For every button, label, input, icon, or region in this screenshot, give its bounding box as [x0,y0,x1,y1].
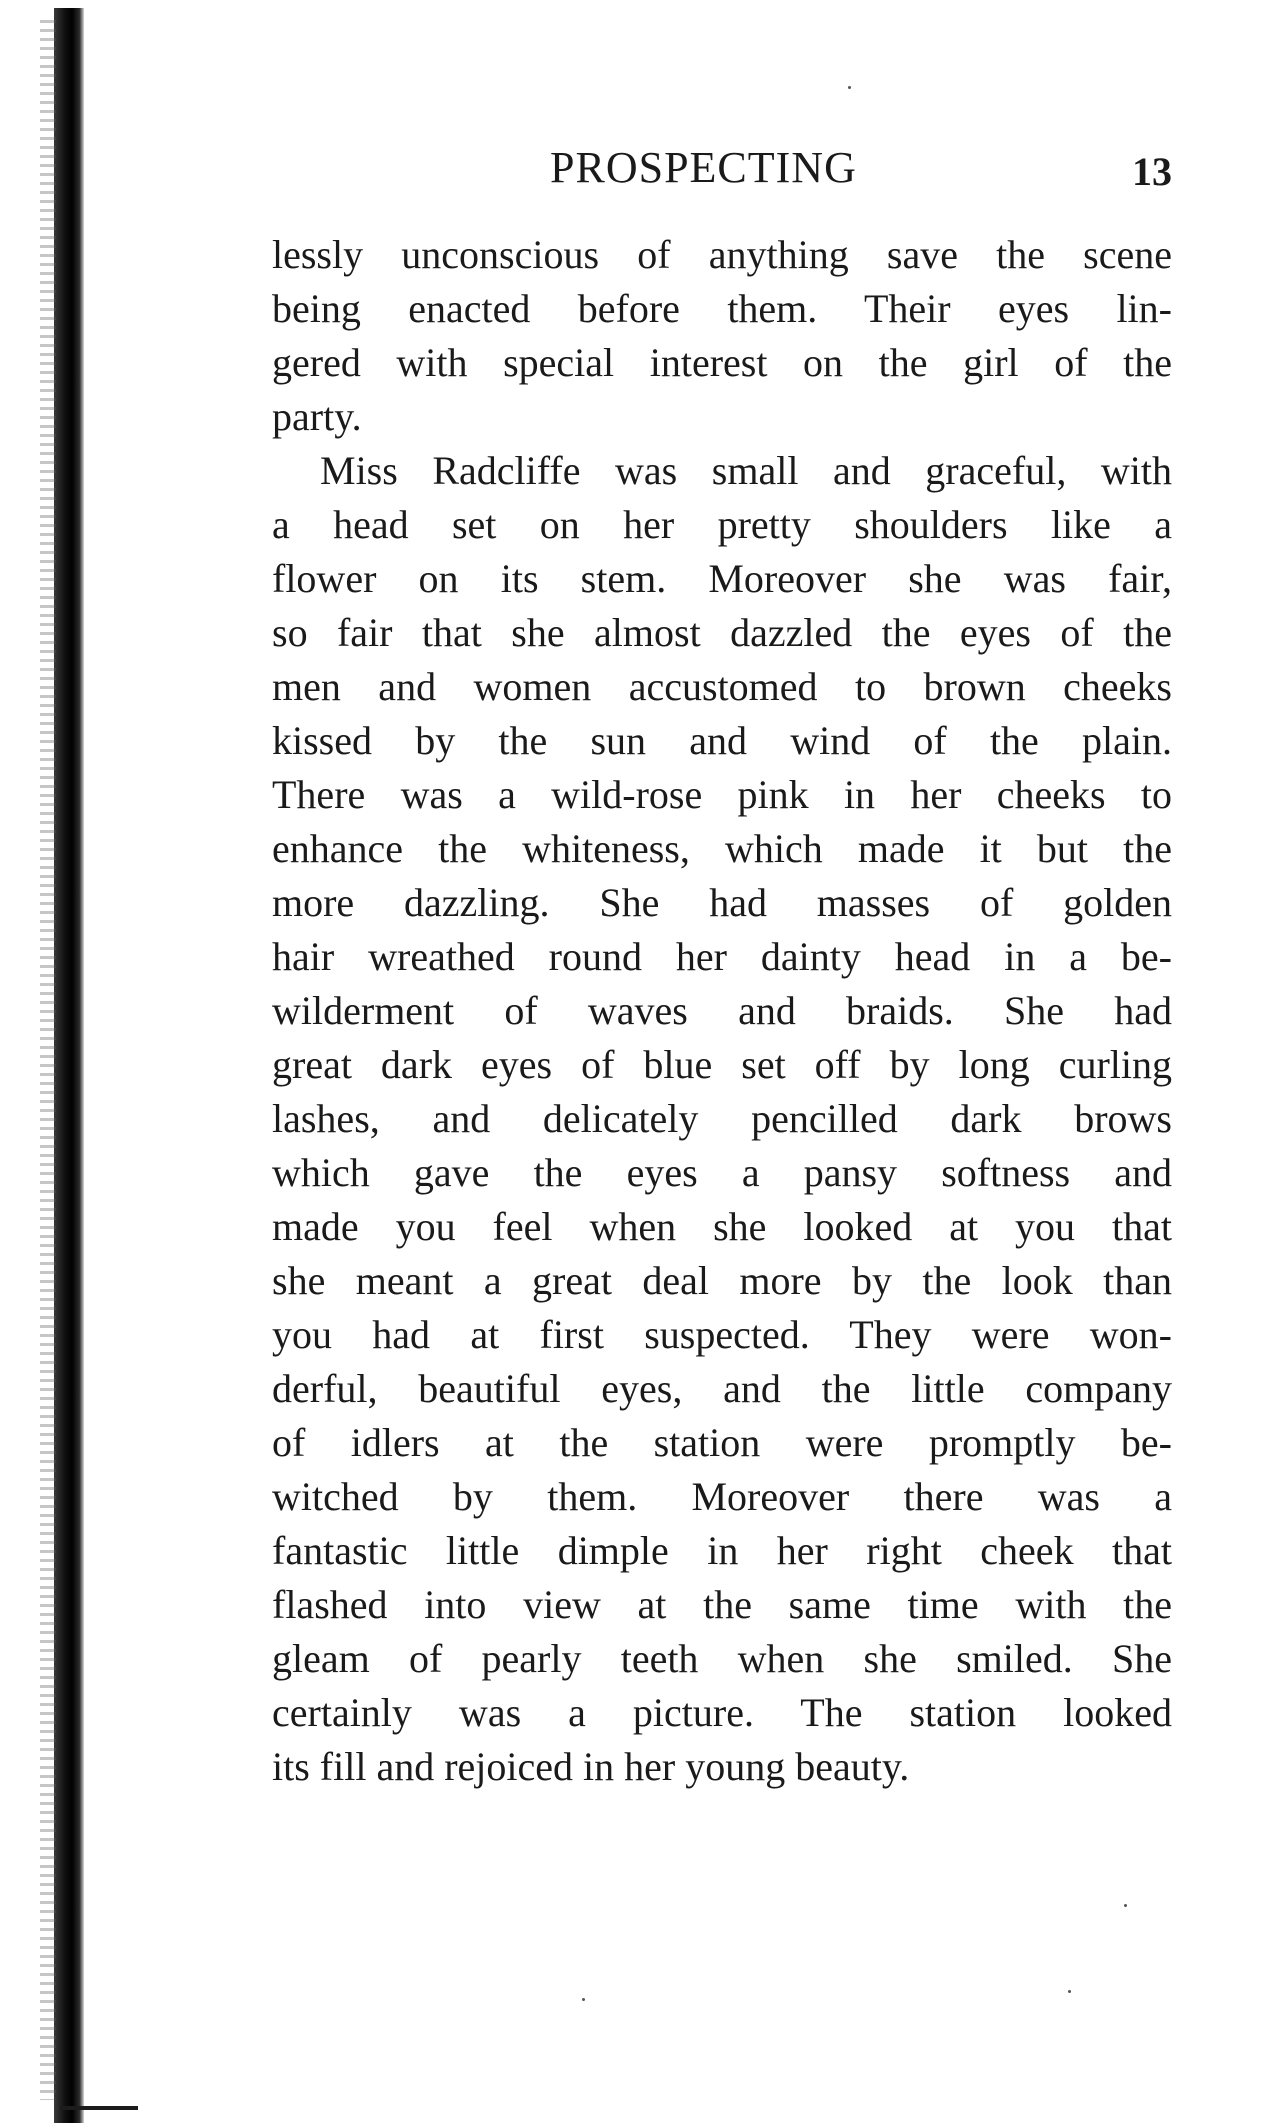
text-line: more dazzling. She had masses of golden [272,880,1172,925]
paragraph [272,444,1172,1794]
text-line: derful, beautiful eyes, and the little company [272,1366,1172,1411]
text-line: you had at first suspected. They were won- [272,1312,1172,1357]
book-binding-edge [54,8,84,2123]
paper-speck [1124,1904,1127,1907]
text-line: a head set on her pretty shoulders like a [272,502,1172,547]
binding-shadow [40,20,56,2100]
text-line: which gave the eyes a pansy softness and [272,1150,1172,1195]
text-line: gered with special interest on the girl of the [272,340,1172,385]
text-line: party. [272,394,362,439]
paper-speck [848,86,851,89]
text-line: kissed by the sun and wind of the plain. [272,718,1172,763]
text-line: lashes, and delicately pencilled dark brows [272,1096,1172,1141]
running-title: PROSPECTING [550,143,857,192]
text-line: great dark eyes of blue set off by long curling [272,1042,1172,1087]
text-line: lessly unconscious of anything save the scene [272,232,1172,277]
paper-speck [582,1998,585,2001]
text-line: certainly was a picture. The station looked [272,1690,1172,1735]
text-line: fantastic little dimple in her right cheek that [272,1528,1172,1573]
text-line: flower on its stem. Moreover she was fair, [272,556,1172,601]
text-line: flashed into view at the same time with the [272,1582,1172,1627]
text-line: men and women accustomed to brown cheeks [272,664,1172,709]
paragraph [272,228,1172,444]
binding-foot [60,2106,138,2110]
text-line: enhance the whiteness, which made it but the [272,826,1172,871]
running-header [272,140,1172,196]
text-line: hair wreathed round her dainty head in a be- [272,934,1172,979]
body-text [272,228,1172,1794]
text-line: being enacted before them. Their eyes lin- [272,286,1172,331]
paper-speck [1068,1990,1071,1993]
text-line: its fill and rejoiced in her young beauty. [272,1744,910,1789]
text-line: she meant a great deal more by the look than [272,1258,1172,1303]
text-line: wilderment of waves and braids. She had [272,988,1172,1033]
text-line: There was a wild-rose pink in her cheeks to [272,772,1172,817]
text-line: so fair that she almost dazzled the eyes of the [272,610,1172,655]
text-line: of idlers at the station were promptly be- [272,1420,1172,1465]
text-line: witched by them. Moreover there was a [272,1474,1172,1519]
page-number: 13 [1132,149,1172,194]
text-line: gleam of pearly teeth when she smiled. She [272,1636,1172,1681]
text-line: Miss Radcliffe was small and graceful, with [320,448,1172,493]
text-line: made you feel when she looked at you that [272,1204,1172,1249]
